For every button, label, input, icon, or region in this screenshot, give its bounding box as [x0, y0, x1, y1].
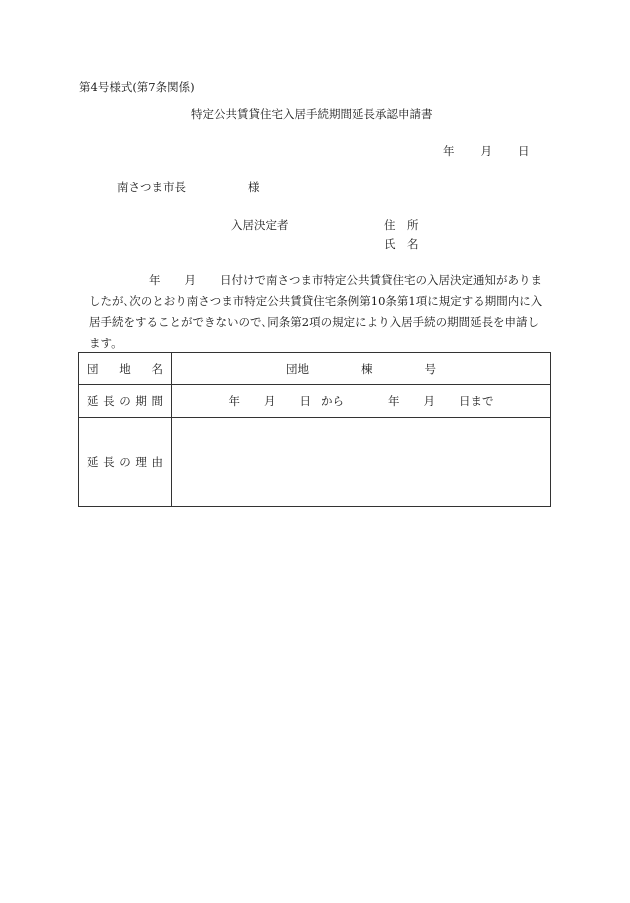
addressee-name: 南さつま市長	[117, 180, 186, 194]
from-month-label: 月	[264, 394, 276, 408]
from-year-label: 年	[228, 394, 240, 408]
period-header-char: 期	[135, 394, 147, 408]
table-row-reason	[79, 418, 551, 507]
period-header-char: 間	[151, 394, 163, 408]
reason-header-char: 理	[135, 455, 147, 469]
reason-header-char: 長	[103, 455, 115, 469]
body-line-3: 居手続をすることができないので､同条第2項の規定により入居手続の期間延長を申請し	[89, 315, 540, 329]
from-day-label: 日	[299, 394, 311, 408]
reason-header	[79, 418, 172, 507]
period-header	[79, 385, 172, 418]
to-year-label: 年	[388, 394, 400, 408]
period-field[interactable]	[172, 385, 551, 418]
body-line-1-rest: 日付けで南さつま市特定公共賃貸住宅の入居決定通知がありま	[220, 273, 542, 287]
body-month: 月	[184, 273, 196, 287]
danchi-header-char: 名	[151, 361, 163, 376]
date-month-label: 月	[480, 144, 492, 158]
danchi-header-char: 団	[87, 361, 99, 376]
body-line-2: したが､次のとおり南さつま市特定公共賃貸住宅条例第10条第1項に規定する期間内に入	[89, 294, 543, 308]
tou-label: 棟	[361, 361, 373, 376]
addressee-honorific: 様	[248, 180, 260, 194]
document-title: 特定公共賃貸住宅入居手続期間延長承認申請書	[191, 107, 433, 121]
danchi-header	[79, 353, 172, 385]
period-header-char: 長	[103, 394, 115, 408]
period-header-char: 延	[87, 394, 99, 408]
table-row-danchi	[79, 353, 551, 385]
body-line-4: ます。	[89, 336, 123, 350]
address-label: 住 所	[384, 218, 419, 232]
table-row-period	[79, 385, 551, 418]
date-day-label: 日	[518, 144, 530, 158]
period-header-char: の	[119, 394, 131, 408]
gou-label: 号	[424, 361, 436, 376]
to-day-label: 日まで	[459, 394, 494, 408]
from-kara-label: から	[321, 394, 344, 408]
addressee	[117, 182, 260, 194]
reason-header-char: 由	[151, 455, 163, 469]
date-year-label: 年	[443, 144, 455, 158]
reason-header-char: の	[119, 455, 131, 469]
name-label: 氏 名	[384, 237, 419, 251]
danchi-label: 団地	[286, 361, 309, 376]
application-date	[443, 146, 530, 158]
applicant-label: 入居決定者	[231, 218, 289, 232]
to-month-label: 月	[423, 394, 435, 408]
application-table	[78, 352, 551, 507]
body-line-1	[89, 270, 554, 291]
reason-header-char: 延	[87, 455, 99, 469]
body-year: 年	[149, 273, 161, 287]
reason-field[interactable]	[172, 418, 551, 507]
form-number: 第4号様式(第7条関係)	[79, 80, 195, 94]
danchi-header-char: 地	[119, 361, 131, 376]
danchi-field[interactable]	[172, 353, 551, 385]
application-body	[89, 270, 554, 354]
